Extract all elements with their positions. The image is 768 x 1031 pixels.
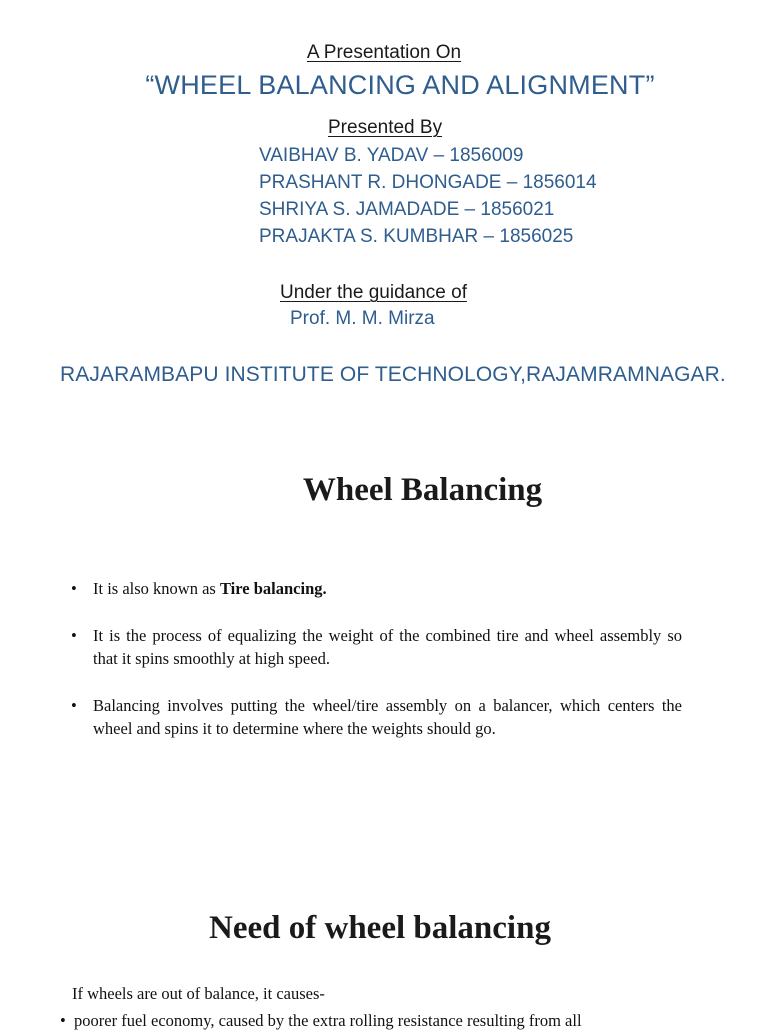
bullet-dot: • [60,1011,75,1030]
wheel-balancing-bullets [70,577,682,764]
need-heading: Need of wheel balancing [209,910,551,946]
need-list-item [60,1011,582,1031]
bullet-item [70,577,682,600]
member-4: PRAJAKTA S. KUMBHAR – 1856025 [259,226,574,247]
institute-name: RAJARAMBAPU INSTITUTE OF TECHNOLOGY,RAJAMRAMNAGAR. [60,363,726,386]
need-intro-text: If wheels are out of balance, it causes- [72,984,325,1003]
bullet-item: • Balancing involves putting the wheel/tire assembly on a balancer, which centers the wheel and spins it to determine where the weights should go. [70,694,682,740]
presentation-intro-text: A Presentation On [306,42,462,63]
wheel-balancing-heading: Wheel Balancing [302,472,543,508]
member-1: VAIBHAV B. YADAV – 1856009 [259,145,524,166]
presentation-intro [0,42,768,64]
bullet-item: • It is the process of equalizing the weight of the combined tire and wheel assembly so that it spins smoothly at high speed. [70,624,682,670]
guidance-label: Under the guidance of [280,282,467,303]
need-item-text: poorer fuel economy, caused by the extra rolling resistance resulting from all [74,1011,582,1030]
presentation-title: “WHEEL BALANCING AND ALIGNMENT” [145,70,655,100]
member-3: SHRIYA S. JAMADADE – 1856021 [259,199,555,220]
presented-by-label: Presented By [328,117,443,138]
bullet-bold-text: Tire balancing. [219,579,327,598]
bullet-text: It is also known as [93,579,220,598]
guide-name: Prof. M. M. Mirza [290,308,435,329]
member-2: PRASHANT R. DHONGADE – 1856014 [259,172,597,193]
